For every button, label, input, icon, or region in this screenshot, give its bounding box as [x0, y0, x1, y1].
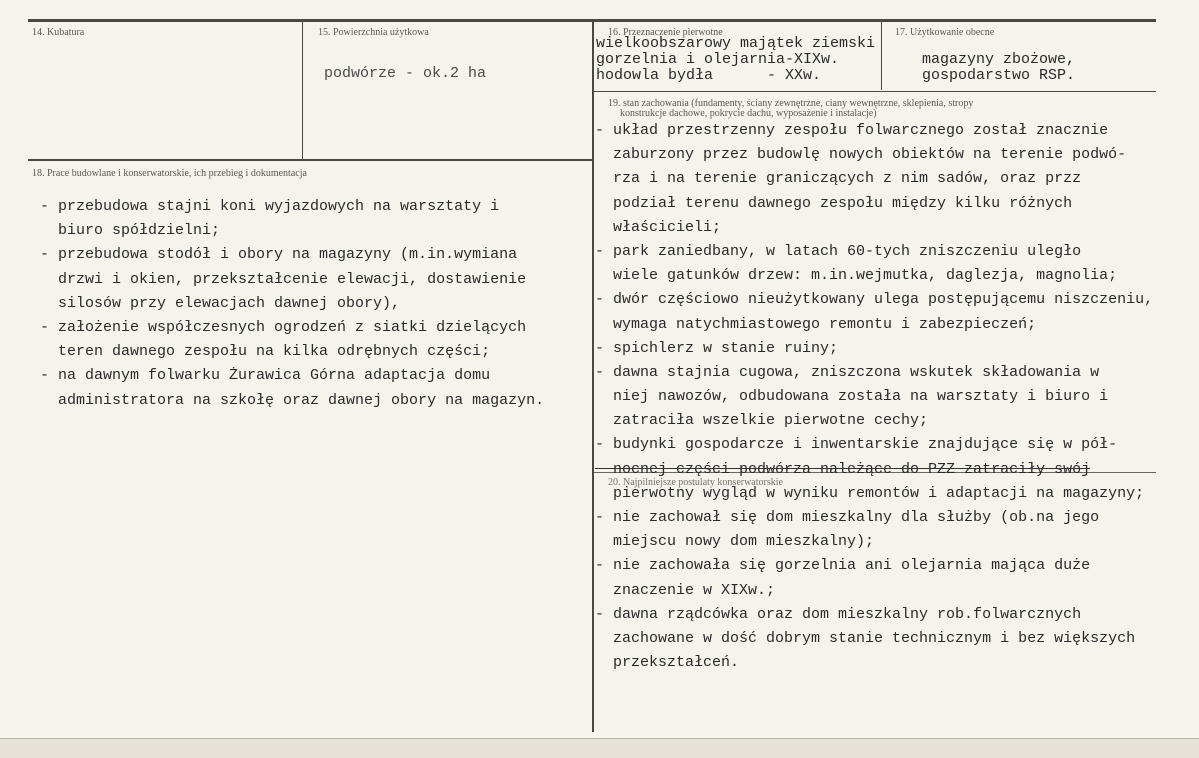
list-item-line: - spichlerz w stanie ruiny; — [595, 339, 839, 357]
field-16-line: gorzelnia i olejarnia-XIXw. — [596, 51, 840, 68]
field-17-line: magazyny zbożowe, — [922, 51, 1076, 68]
list-item-line: znaczenie w XIXw.; — [595, 581, 776, 599]
list-item-line: - nie zachowała się gorzelnia ani olejarnia mająca duże — [595, 557, 1091, 575]
list-item — [595, 506, 1153, 554]
field-17-line: gospodarstwo RSP. — [922, 67, 1076, 84]
divider-horizontal-right — [593, 91, 1156, 92]
field-14-label: 14. Kubatura — [32, 27, 85, 38]
divider-horizontal-left — [28, 159, 593, 161]
list-item-line: biuro spółdzielni; — [40, 222, 221, 240]
list-item-line: - budynki gospodarcze i inwentarskie znajdujące się w pół- — [595, 436, 1118, 454]
list-item — [595, 554, 1153, 602]
list-item-line: wymaga natychmiastowego remontu i zabezpieczeń; — [595, 315, 1037, 333]
list-item-line: - park zaniedbany, w latach 60-tych zniszczeniu uległo — [595, 242, 1082, 260]
list-item-line: silosów przy elewacjach dawnej obory), — [40, 294, 401, 312]
divider-vertical-main — [592, 20, 594, 732]
field-18-list — [40, 195, 544, 413]
field-19-label-cont: konstrukcje dachowe, pokrycie dachu, wyposażenie i instalacje) — [620, 108, 877, 119]
divider-vertical-3 — [881, 20, 882, 90]
field-15-value: podwórze - ok.2 ha — [324, 65, 487, 82]
field-18-label: 18. Prace budowlane i konserwatorskie, ich przebieg i dokumentacja — [32, 168, 307, 179]
list-item — [595, 288, 1153, 336]
list-item-line: - dawna rządcówka oraz dom mieszkalny rob.folwarcznych — [595, 605, 1082, 623]
field-17-label: 17. Użytkowanie obecne — [895, 27, 995, 38]
field-16-value — [596, 36, 875, 84]
list-item-line: pierwotny wygląd w wyniku remontów i adaptacji na magazyny; — [595, 484, 1145, 502]
list-item — [40, 195, 544, 243]
field-19-label: 19. stan zachowania (fundamenty, ściany zewnętrzne, ciany wewnętrzne, sklepienia, stropy — [608, 98, 974, 109]
field-20-label: 20. Najpilniejsze postulaty konserwatorskie — [608, 477, 783, 488]
list-item-line: zatraciła wszelkie pierwotne cechy; — [595, 412, 929, 430]
list-item-line: - nie zachował się dom mieszkalny dla służby (ob.na jego — [595, 509, 1100, 526]
list-item — [595, 433, 1153, 506]
list-item-line: wiele gatunków drzew: m.in.wejmutka, daglezja, magnolia; — [595, 267, 1118, 285]
list-item-line: - założenie współczesnych ogrodzeń z siatki dzielących — [40, 318, 527, 336]
field-16-line: hodowla bydła - XXw. — [596, 67, 822, 84]
field-16-label: 16. Przeznaczenie pierwotne — [608, 27, 723, 38]
list-item-line: zaburzony przez budowlę nowych obiektów na terenie podwó- — [595, 146, 1127, 164]
list-item-line: - przebudowa stodół i obory na magazyny (m.in.wymiana — [40, 246, 518, 264]
list-item-line: drzwi i okien, przekształcenie elewacji, dostawienie — [40, 270, 527, 288]
list-item-line: właścicieli; — [595, 218, 722, 236]
field-15-label: 15. Powierzchnia użytkowa — [318, 27, 429, 38]
list-item-line: rza i na terenie graniczących z nim sadów, oraz przz — [595, 170, 1082, 188]
list-item — [595, 119, 1153, 240]
list-item-line: administratora na szkołę oraz dawnej obory na magazyn. — [40, 391, 545, 409]
page-bottom-edge — [0, 738, 1199, 758]
list-item — [595, 361, 1153, 434]
list-item — [595, 603, 1153, 676]
list-item-line: niej nawozów, odbudowana została na warsztaty i biuro i — [595, 388, 1109, 406]
list-item-line: zachowane w dość dobrym stanie technicznym i bez większych — [595, 629, 1136, 647]
field-17-value — [922, 52, 1075, 84]
list-item-line: miejscu nowy dom mieszkalny); — [595, 533, 875, 551]
list-item-line: - dwór częściowo nieużytkowany ulega postępującemu niszczeniu, — [595, 291, 1154, 309]
list-item — [40, 316, 544, 364]
list-item-line: - układ przestrzenny zespołu folwarcznego został znacznie — [595, 122, 1109, 139]
field-19-list — [595, 119, 1153, 675]
list-item — [40, 243, 544, 316]
list-item-line: - dawna stajnia cugowa, zniszczona wskutek składowania w — [595, 363, 1100, 381]
field-16-line: wielkoobszarowy majątek ziemski — [596, 35, 876, 52]
list-item-line: - na dawnym folwarku Żurawica Górna adaptacja domu — [40, 367, 491, 385]
list-item-line: - przebudowa stajni koni wyjazdowych na warsztaty i — [40, 198, 500, 215]
list-item — [40, 364, 544, 412]
divider-vertical-1 — [302, 20, 303, 159]
list-item — [595, 337, 1153, 361]
list-item-line: przekształceń. — [595, 654, 740, 672]
list-item-line: podział terenu dawnego zespołu między kilku różnych — [595, 194, 1073, 212]
list-item-line: nocnej części podwórza należące do PZZ zatraciły swój — [595, 460, 1091, 478]
list-item-line: teren dawnego zespołu na kilka odrębnych części; — [40, 343, 491, 361]
list-item — [595, 240, 1153, 288]
